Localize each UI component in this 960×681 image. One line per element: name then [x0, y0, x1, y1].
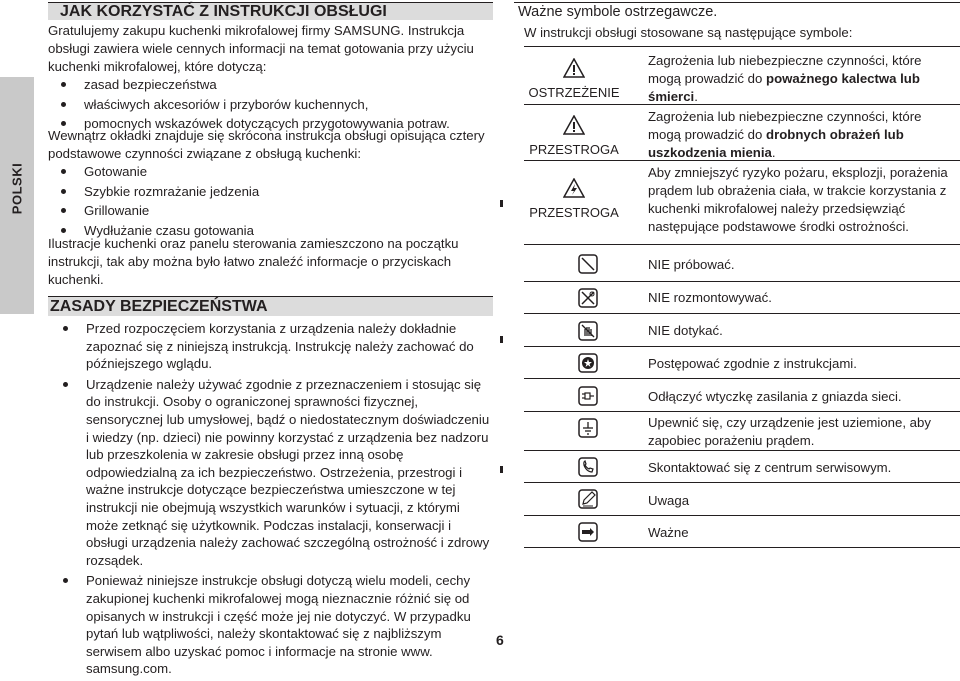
table-divider: [524, 378, 960, 379]
do-not-touch-icon: [578, 321, 598, 341]
list-item: zasad bezpieczeństwa: [48, 75, 493, 95]
do-not-attempt-icon: [578, 254, 598, 274]
table-divider: [524, 346, 960, 347]
warning-symbol-cell: [514, 58, 634, 100]
caution-desc-bold: drobnych obrażeń lub uszkodzenia mienia: [648, 127, 904, 160]
column-divider-mark: [500, 336, 503, 343]
caution-desc-end: .: [771, 145, 776, 160]
list-item: właściwych akcesoriów i przyborów kuchennych,: [48, 95, 493, 115]
page-title: JAK KORZYSTAĆ Z INSTRUKCJI OBSŁUGI: [48, 2, 493, 20]
fire-caution-symbol-cell: [514, 178, 634, 220]
list-item: Grillowanie: [48, 201, 493, 221]
intro-paragraph: Gratulujemy zakupu kuchenki mikrofalowej firmy SAMSUNG. Instrukcja obsługi zawiera wiele cennych informacji na temat gotowania przy użyciu kuchenki mikrofalowej, które dotyczą:: [48, 23, 474, 74]
language-side-tab: [0, 77, 34, 314]
note-icon: [578, 489, 598, 509]
fire-caution-label: PRZESTROGA: [529, 205, 619, 220]
column-divider-mark: [500, 466, 503, 473]
list-item: Gotowanie: [48, 162, 493, 182]
table-divider: [524, 313, 960, 314]
symbols-intro: W instrukcji obsługi stosowane są następujące symbole:: [524, 25, 853, 40]
symbol-description: Odłączyć wtyczkę zasilania z gniazda sieci.: [648, 389, 902, 404]
list-item: Przed rozpoczęciem korzystania z urządzenia należy dokładnie zapoznać się z niniejszą instrukcją. Instrukcję należy zachować do późniejszego wglądu.: [48, 320, 493, 373]
warning-desc-bold: poważnego kalectwa lub śmierci: [648, 71, 920, 104]
caution-triangle-icon: [563, 115, 585, 135]
table-divider: [524, 450, 960, 451]
symbol-description: Skontaktować się z centrum serwisowym.: [648, 460, 892, 475]
inside-cover-paragraph: Wewnątrz okładki znajduje się skrócona instrukcja obsługi opisująca cztery podstawowe czynności związane z obsługą kuchenki:: [48, 128, 485, 161]
symbol-description: Postępować zgodnie z instrukcjami.: [648, 356, 857, 371]
warning-label: OSTRZEŻENIE: [528, 85, 620, 100]
table-divider: [524, 411, 960, 412]
table-divider: [524, 547, 960, 548]
fire-caution-desc-text: Aby zmniejszyć ryzyko pożaru, eksplozji, porażenia prądem lub obrażenia ciała, w trakcie korzystania z kuchenki mikrofalowej należy przedsięwziąć następujące podstawowe środki ostrożności.: [648, 165, 948, 234]
warning-desc-end: .: [694, 89, 698, 104]
intro-bullet-list: [48, 75, 493, 134]
page-number: 6: [496, 632, 504, 648]
call-service-icon: [578, 457, 598, 477]
caution-symbol-cell: [514, 115, 634, 157]
list-item: Ponieważ niniejsze instrukcje obsługi dotyczą wielu modeli, cechy zakupionej kuchenki mikrofalowej mogą nieznacznie różnić się od opisanych w instrukcji i część może jej nie dotyczyć. W przypadku pytań lub wątpliwości, należy skontaktować się z najbliższym serwisem albo uzyskać pomoc i informacje na stronie www. samsung.com.: [48, 572, 493, 678]
table-divider: [524, 244, 960, 245]
illustrations-paragraph: Ilustracje kuchenki oraz panelu sterowania zamieszczono na początku instrukcji, tak aby można było łatwo znaleźć informacje o przyciskach kuchenki.: [48, 236, 459, 287]
unplug-icon: [578, 386, 598, 406]
do-not-disassemble-icon: [578, 288, 598, 308]
safety-section-title: ZASADY BEZPIECZEŃSTWA: [48, 296, 493, 316]
caution-description: [648, 108, 948, 162]
warning-triangle-icon: [563, 58, 585, 78]
language-label: POLSKI: [9, 162, 25, 215]
table-divider: [524, 104, 960, 105]
list-item: pomocnych wskazówek dotyczących przygotowywania potraw.: [48, 114, 493, 134]
follow-directions-icon: [578, 353, 598, 373]
ground-icon: [578, 418, 598, 438]
important-icon: [578, 522, 598, 542]
list-item: Wydłużanie czasu gotowania: [48, 221, 493, 241]
table-divider: [524, 281, 960, 282]
symbols-section-title: Ważne symbole ostrzegawcze.: [514, 2, 960, 20]
symbol-description: Ważne: [648, 525, 689, 540]
table-divider: [524, 46, 960, 47]
table-divider: [524, 160, 960, 161]
safety-bullet-list: [48, 320, 493, 681]
column-divider-mark: [500, 200, 503, 207]
list-item: Urządzenie należy używać zgodnie z przeznaczeniem i stosując się do instrukcji. Osoby o ograniczonej sprawności fizycznej, sensorycznej lub umysłowej, bądź o niedostatecznym doświadczeniu i wiedzy (np. dzieci) nie powinny korzystać z urządzenia bez nadzoru lub przeszkolenia w zakresie obsługi przez inną osobę odpowiedzialną za ich bezpieczeństwo. Ostrzeżenia, przestrogi i ważne instrukcje dotyczące bezpieczeństwa umieszczone w tej instrukcji nie obejmują wszystkich warunków i sytuacji, z którymi może zetknąć się użytkownik. Podczas instalacji, konserwacji i obsługi urządzenia należy zachować szczególną ostrożność i zdrowy rozsądek.: [48, 376, 493, 570]
warning-description: [648, 52, 948, 106]
symbol-description: Upewnić się, czy urządzenie jest uziemione, aby zapobiec porażeniu prądem.: [648, 415, 931, 448]
table-divider: [524, 482, 960, 483]
symbol-description: NIE próbować.: [648, 257, 735, 272]
symbol-description: Uwaga: [648, 493, 690, 508]
basic-operations-list: [48, 162, 493, 240]
symbol-description: NIE rozmontowywać.: [648, 290, 772, 305]
warning-desc-text: Zagrożenia lub niebezpieczne czynności, które mogą prowadzić do: [648, 53, 922, 86]
list-item: Szybkie rozmrażanie jedzenia: [48, 182, 493, 202]
fire-caution-description: [648, 164, 948, 236]
caution-label: PRZESTROGA: [529, 142, 619, 157]
symbol-description: NIE dotykać.: [648, 323, 723, 338]
fire-shock-icon: [563, 178, 585, 198]
caution-desc-text: Zagrożenia lub niebezpieczne czynności, które mogą prowadzić do: [648, 109, 922, 142]
table-divider: [524, 515, 960, 516]
